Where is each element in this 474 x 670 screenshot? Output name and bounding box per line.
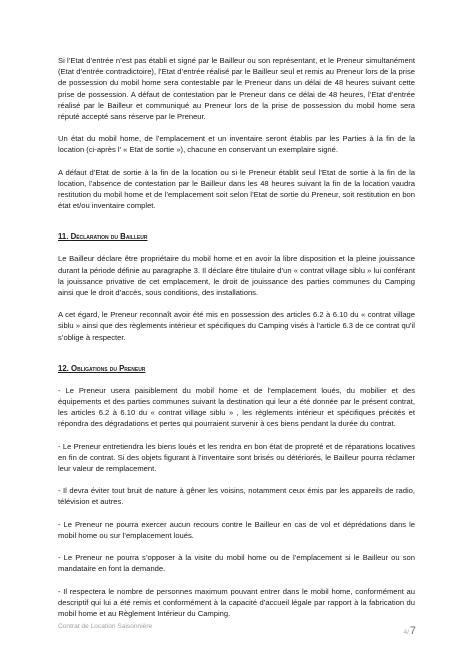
- section-number: 12.: [58, 363, 69, 373]
- section-title: Obligations du Preneur: [71, 363, 146, 373]
- section-number: 11.: [58, 232, 69, 242]
- obligation-item: - Le Preneur ne pourra s’opposer à la visite du mobil home ou de l’emplacement si le Bailleur ou son mandataire en font la demande.: [58, 553, 415, 574]
- obligation-item: - Il respectera le nombre de personnes maximum pouvant entrer dans le mobil home, conformément au descriptif qui lui a été remis et conformément à la capacité d’accueil légale par rapport à la fabrication du mobil home et au Règlement Intérieur du Camping.: [58, 586, 415, 618]
- page-current: 7: [409, 625, 416, 637]
- paragraph-etat-entree: Si l’Etat d’entrée n’est pas établi et signé par le Bailleur ou son représentant, et le Preneur simultanément (Etat d’entrée contradictoire), l’Etat d’entrée réalisé par le Bailleur seul et remis au Preneur lors de la prise de possession du mobil home sera contestable par le Preneur dans un délai de 48 heures suivant cette prise de possession. A défaut de contestation par le Preneur dans ce délai de 48 heures, l’Etat d’entrée réalisé par le Bailleur et communiqué au Preneur lors de la prise de possession du mobil home sera réputé accepté sans réserve par le Preneur.: [58, 56, 415, 122]
- page-number: [404, 621, 416, 639]
- footer-document-title: Contrat de Location Saisonnière: [58, 623, 153, 630]
- section-heading-12: [58, 363, 415, 374]
- obligation-item: - Il devra éviter tout bruit de nature à gêner les voisins, notamment ceux émis par les appareils de radio, télévision et autres.: [58, 486, 415, 507]
- page-content: [58, 55, 415, 630]
- section-title: Déclaration du Bailleur: [70, 232, 148, 242]
- paragraph-etat-sortie: Un état du mobil home, de l’emplacement et un inventaire seront établis par les Parties à la fin de la location (ci-après l’ « Etat de sortie »), chacune en conservant un exemplaire signé.: [58, 134, 415, 155]
- paragraph-declaration-proprietaire: Le Bailleur déclare être propriétaire du mobil home et en avoir la libre disposition et la pleine jouissance durant la période définie au paragraphe 3. Il déclare être titulaire d’un « contrat village siblu » lui conférant la jouissance privative de cet emplacement, le droit de jouissance des parties communes du Camping ainsi que le droit d’accès, sous conditions, des installations.: [58, 254, 415, 298]
- page-total: 4/: [403, 629, 409, 636]
- paragraph-declaration-articles: A cet égard, le Preneur reconnaît avoir été mis en possession des articles 6.2 à 6.10 du « contrat village siblu » ainsi que des règlements intérieur et spécifiques du Camping visés à l’article 6.3 de ce contrat qu’il s’oblige à respecter.: [58, 310, 415, 342]
- section-heading-11: [58, 231, 415, 242]
- obligation-item: - Le Preneur usera paisiblement du mobil home et de l’emplacement loués, du mobilier et des équipements et des parties communes suivant la destination qui leur a été donnée par le présent contrat, les articles 6.2 à 6.10 du « contrat village siblu » , les règlements intérieur et spécifiques précités et répondra des dégradations et pertes qui pourraient survenir à ces biens pendant la durée du contrat.: [58, 385, 415, 429]
- obligation-item: - Le Preneur ne pourra exercer aucun recours contre le Bailleur en cas de vol et déprédations dans le mobil home ou sur l’emplacement loués.: [58, 519, 415, 540]
- page-footer: [58, 621, 416, 635]
- obligation-item: - Le Preneur entretiendra les biens loués et les rendra en bon état de propreté et de réparations locatives en fin de contrat. Si des objets figurant à l’inventaire sont brisés ou détériorés, le Bailleur pourra réclamer leur valeur de remplacement.: [58, 441, 415, 474]
- paragraph-defaut-etat-sortie: A défaut d’Etat de sortie à la fin de la location ou si le Preneur établit seul l’Etat de sortie à la fin de la location, l’absence de contestation par le Bailleur dans les 48 heures suivant la fin de la location vaudra restitution du mobil home et de l’emplacement soit selon l’Etat de sortie du Preneur, soit restitution en bon état et/ou inventaire complet.: [58, 167, 415, 211]
